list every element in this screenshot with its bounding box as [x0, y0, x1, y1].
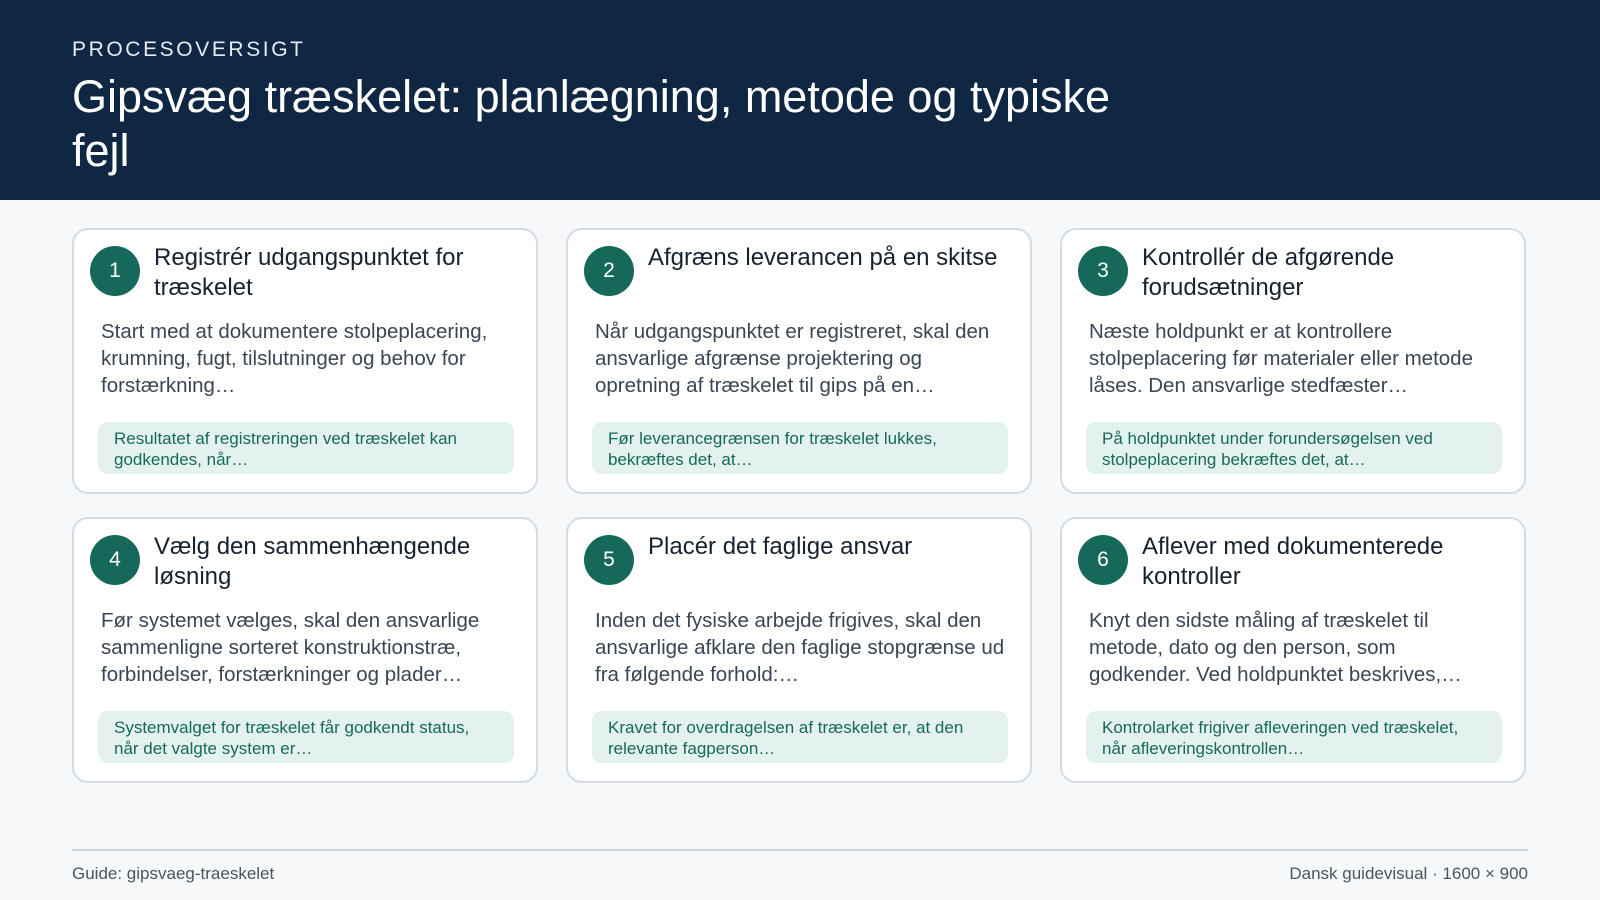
step-number-badge: 4 — [90, 535, 140, 585]
step-number-badge: 1 — [90, 246, 140, 296]
step-description: Knyt den sidste måling af træskelet til metode, dato og den person, som godkender. Ved holdpunktet beskrives,… — [1089, 609, 1462, 686]
header-banner — [0, 0, 1600, 200]
step-note: Før leverancegrænsen for træskelet lukkes, bekræftes det, at… — [592, 422, 1008, 474]
step-note: Systemvalget for træskelet får godkendt status, når det valgte system er… — [98, 711, 514, 763]
step-note: Kravet for overdragelsen af træskelet er, at den relevante fagperson… — [592, 711, 1008, 763]
step-card-5 — [566, 517, 1032, 783]
eyebrow-label: PROCESOVERSIGT — [72, 38, 306, 61]
step-number-badge: 6 — [1078, 535, 1128, 585]
step-note: På holdpunktet under forundersøgelsen ved stolpeplacering bekræftes det, at… — [1086, 422, 1502, 474]
step-title: Placér det faglige ansvar — [648, 533, 913, 560]
step-number-badge: 2 — [584, 246, 634, 296]
step-title: Kontrollér de afgørende forudsætninger — [1142, 244, 1395, 301]
step-description: Inden det fysiske arbejde frigives, skal den ansvarlige afklare den faglige stopgrænse ud fra følgende forhold:… — [595, 609, 1005, 686]
step-number-badge: 5 — [584, 535, 634, 585]
step-title: Registrér udgangspunktet for træskelet — [154, 244, 464, 301]
page-title: Gipsvæg træskelet: planlægning, metode og typiske fejl — [72, 71, 1111, 176]
step-description: Næste holdpunkt er at kontrollere stolpeplacering før materialer eller metode låses. Den ansvarlige stedfæster… — [1089, 320, 1473, 397]
step-note: Resultatet af registreringen ved træskelet kan godkendes, når… — [98, 422, 514, 474]
step-description: Før systemet vælges, skal den ansvarlige sammenligne sorteret konstruktionstræ, forbindelser, forstærkninger og plader… — [101, 609, 480, 686]
step-card-2 — [566, 228, 1032, 494]
step-description: Start med at dokumentere stolpeplacering, krumning, fugt, tilslutninger og behov for forstærkning… — [101, 320, 488, 397]
step-title: Aflever med dokumenterede kontroller — [1142, 533, 1444, 590]
step-title: Afgræns leverancen på en skitse — [648, 244, 998, 271]
step-card-3 — [1060, 228, 1526, 494]
step-description: Når udgangspunktet er registreret, skal den ansvarlige afgrænse projektering og opretning af træskelet til gips på en… — [595, 320, 990, 397]
footer-credit: Dansk guidevisual · 1600 × 900 — [1289, 864, 1528, 883]
step-title: Vælg den sammenhængende løsning — [154, 533, 471, 590]
step-card-1 — [72, 228, 538, 494]
step-note: Kontrolarket frigiver afleveringen ved træskelet, når afleveringskontrollen… — [1086, 711, 1502, 763]
step-number-badge: 3 — [1078, 246, 1128, 296]
footer-guide-slug: Guide: gipsvaeg-traeskelet — [72, 864, 275, 883]
footer-divider — [72, 849, 1528, 851]
steps-grid — [72, 228, 1528, 783]
step-card-4 — [72, 517, 538, 783]
step-card-6 — [1060, 517, 1526, 783]
